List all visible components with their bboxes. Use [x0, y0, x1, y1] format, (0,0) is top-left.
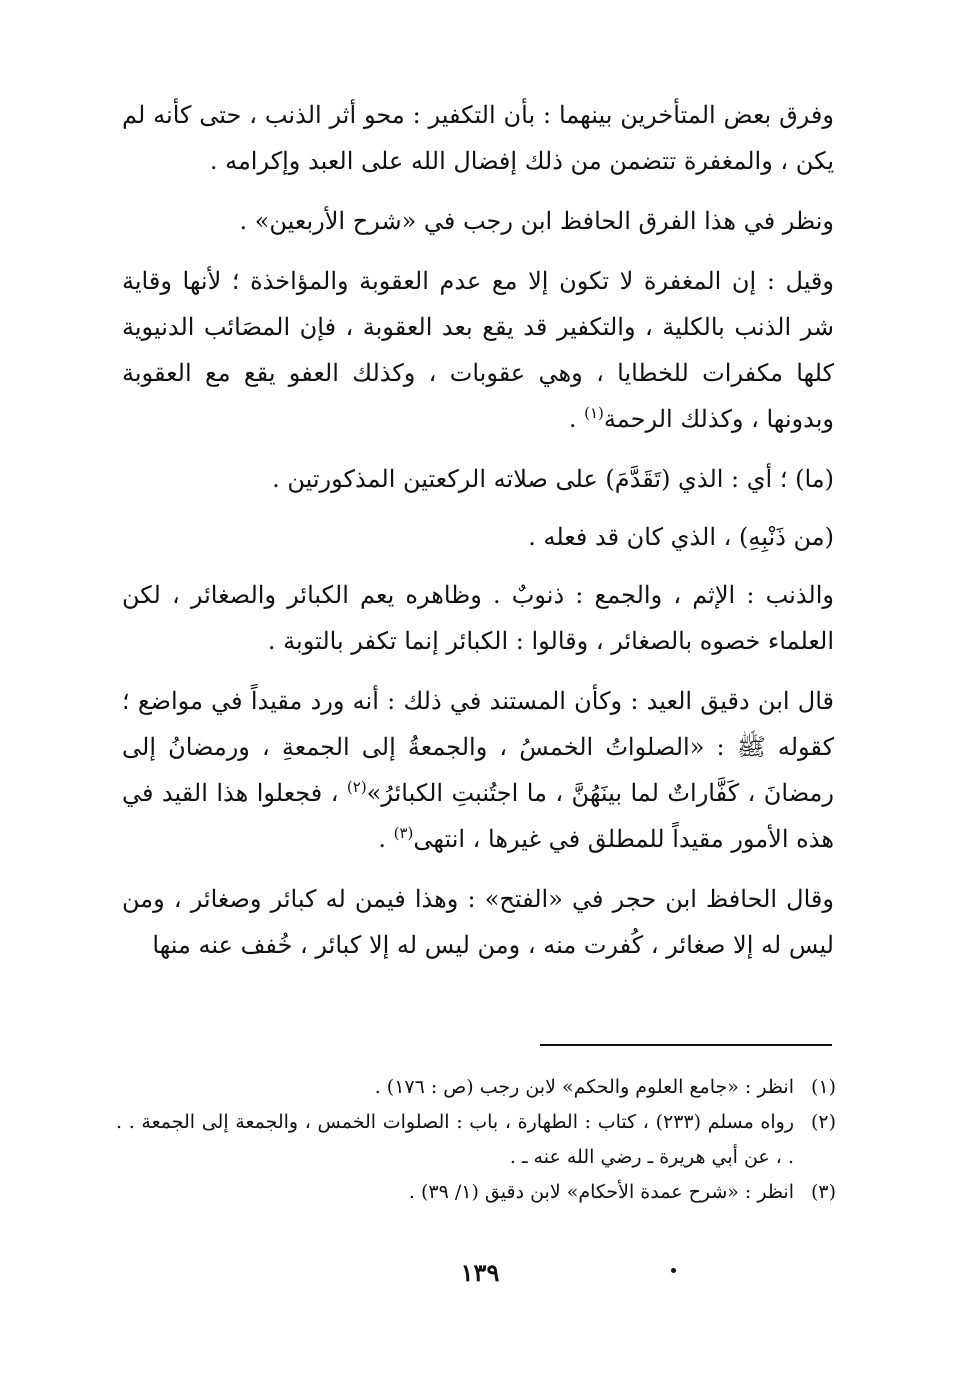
paragraph-8: وقال الحافظ ابن حجر في «الفتح» : وهذا فيمن له كبائر وصغائر ، ومن ليس له إلا صغائر ، كُفرت منه ، ومن ليس له إلا كبائر ، خُفف عنه منها [122, 885, 834, 959]
footnotes [116, 1070, 836, 1210]
footnote-text: انظر : «شرح عمدة الأحكام» لابن دقيق (١/ ٣٩) . [408, 1181, 794, 1203]
footnote-ref-1[interactable]: (١) [584, 404, 604, 422]
page-number: ١٣٩ [460, 1258, 500, 1287]
footnote-text: رواه مسلم (٢٣٣) ، كتاب : الطهارة ، باب : الصلوات الخمس ، والجمعة إلى الجمعة . . . ، عن أبي هريرة ـ رضي الله عنه ـ . [116, 1111, 795, 1168]
paragraph-1: وفرق بعض المتأخرين بينهما : بأن التكفير : محو أثر الذنب ، حتى كأنه لم يكن ، والمغفرة تتضمن من ذلك إفضال الله على العبد وإكرامه . [122, 101, 834, 175]
footnote-text: انظر : «جامع العلوم والحكم» لابن رجب (ص : ١٧٦) . [374, 1076, 794, 1098]
paragraph-6: والذنب : الإثم ، والجمع : ذنوبٌ . وظاهره يعم الكبائر والصغائر ، لكن العلماء خصوه بالصغائر ، وقالوا : الكبائر إنما تكفر بالتوبة . [122, 581, 834, 655]
footnote-1 [116, 1070, 836, 1105]
footnote-2 [116, 1105, 836, 1175]
print-dot [671, 1268, 676, 1273]
footnote-ref-2[interactable]: (٢) [346, 778, 367, 796]
footnote-ref-3[interactable]: (٣) [393, 824, 414, 842]
footnote-divider [540, 1044, 832, 1046]
paragraph-2: ونظر في هذا الفرق الحافظ ابن رجب في «شرح الأربعين» . [239, 207, 834, 235]
paragraph-5: (من ذَنْبِهِ) ، الذي كان قد فعله . [528, 523, 834, 551]
paragraph-4: (ما) ؛ أي : الذي (تَقَدَّمَ) على صلاته الركعتين المذكورتين . [272, 465, 834, 493]
footnote-number: (١) [810, 1076, 836, 1098]
footnote-number: (٢) [810, 1111, 836, 1133]
main-text [122, 92, 834, 982]
footnote-3 [116, 1175, 836, 1210]
paragraph-7: قال ابن دقيق العيد : وكأن المستند في ذلك : أنه ورد مقيداً في مواضع ؛ كقوله ﷺ : «الصلواتُ الخمسُ ، والجمعةُ إلى الجمعةِ ، ورمضانُ إلى رمضانَ ، كَفَّاراتٌ لما بينَهُنَّ ، ما اجتُنبتِ الكبائرُ»$^{(٢)}$ ، فجعلوا هذا القيد في هذه الأمور مقيداً للمطلق في غيرها ، انتهى$^{(٣)}$ . [122, 687, 834, 853]
footnote-number: (٣) [810, 1181, 836, 1203]
paragraph-3: وقيل : إن المغفرة لا تكون إلا مع عدم العقوبة والمؤاخذة ؛ لأنها وقاية شر الذنب بالكلية ، والتكفير قد يقع بعد العقوبة ، فإن المصَائب الدنيوية كلها مكفرات للخطايا ، وهي عقوبات ، وكذلك العفو يقع مع العقوبة وبدونها ، وكذلك الرحمة$^{(١)}$ . [122, 267, 834, 433]
